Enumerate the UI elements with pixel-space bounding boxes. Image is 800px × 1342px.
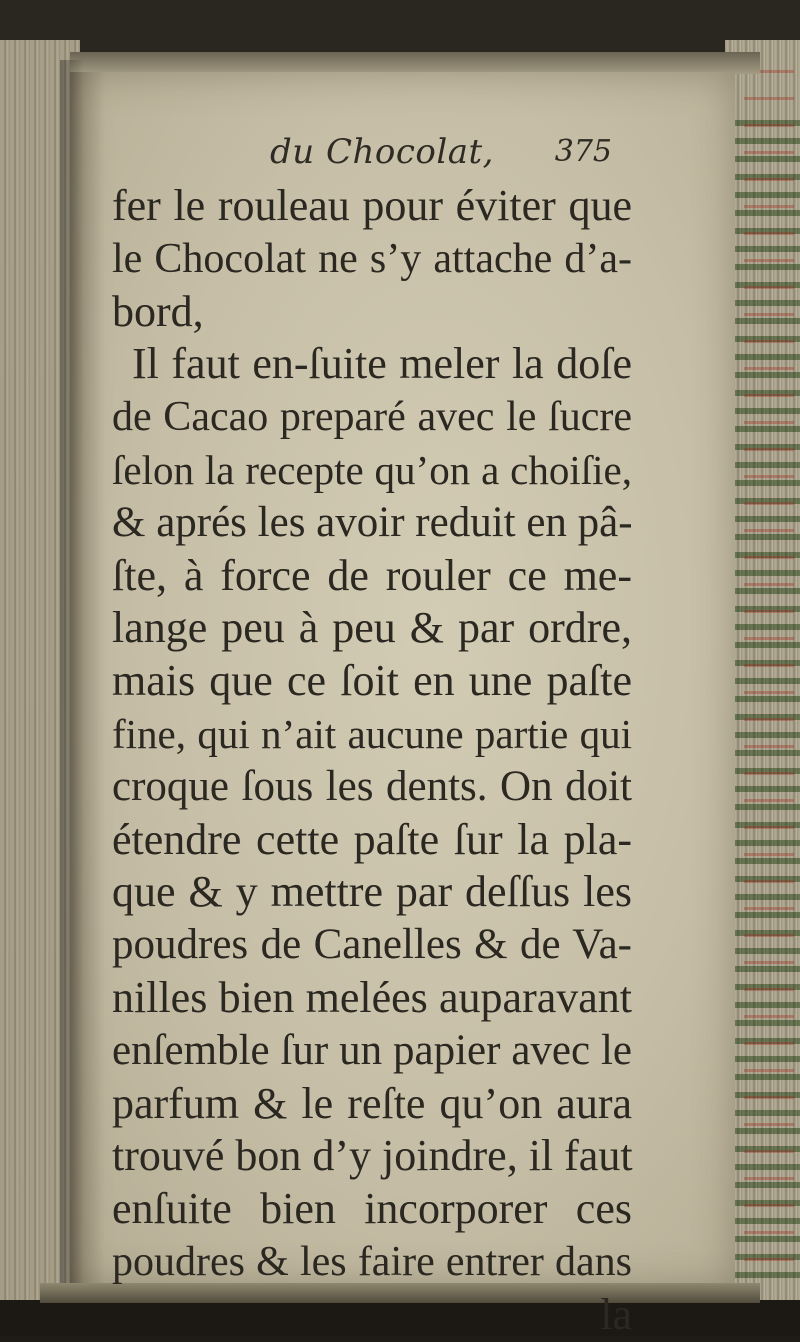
- catchword: la: [600, 1289, 632, 1339]
- running-title: du Chocolat,: [270, 132, 494, 172]
- text-line: parfum & le reſte qu’on aura: [112, 1078, 632, 1128]
- text-line: croque ſous les dents. On doit: [112, 762, 632, 810]
- text-line: ſte, à force de rouler ce me-: [112, 550, 632, 600]
- text-line: poudres de Canelles & de Va-: [112, 921, 632, 969]
- text-line: trouvé bon d’y joindre, il faut: [112, 1131, 633, 1181]
- fore-edge-red-marks: [744, 70, 794, 1270]
- text-line: ſelon la recepte qu’on a choiſie,: [112, 446, 632, 493]
- text-line: Il faut en-ſuite meler la doſe: [132, 339, 632, 389]
- body-text: [112, 180, 632, 1342]
- text-line: nilles bien melées auparavant: [112, 972, 632, 1022]
- text-line: enſuite bien incorporer ces: [112, 1184, 632, 1234]
- binding-shadow: [60, 60, 84, 1290]
- text-line: fer le rouleau pour éviter que: [112, 181, 632, 230]
- text-line: poudres & les faire entrer dans: [112, 1238, 632, 1285]
- page-header: [270, 132, 640, 178]
- text-line: le Chocolat ne s’y attache d’a-: [112, 235, 632, 282]
- text-line: fine, qui n’ait aucune partie qui: [112, 710, 632, 757]
- text-line: que & y mettre par deſſus les: [112, 867, 632, 917]
- text-line: & aprés les avoir reduit en pâ-: [112, 498, 633, 546]
- text-line: mais que ce ſoit en une paſte: [112, 656, 632, 706]
- text-line: enſemble ſur un papier avec le: [112, 1026, 632, 1074]
- text-line: bord,: [112, 286, 204, 336]
- text-line: lange peu à peu & par ordre,: [112, 603, 632, 653]
- page-number: 375: [554, 134, 612, 169]
- page-top-edge: [70, 52, 760, 74]
- text-line: de Cacao preparé avec le ſucre: [112, 394, 632, 441]
- text-line: étendre cette paſte ſur la pla-: [112, 814, 632, 864]
